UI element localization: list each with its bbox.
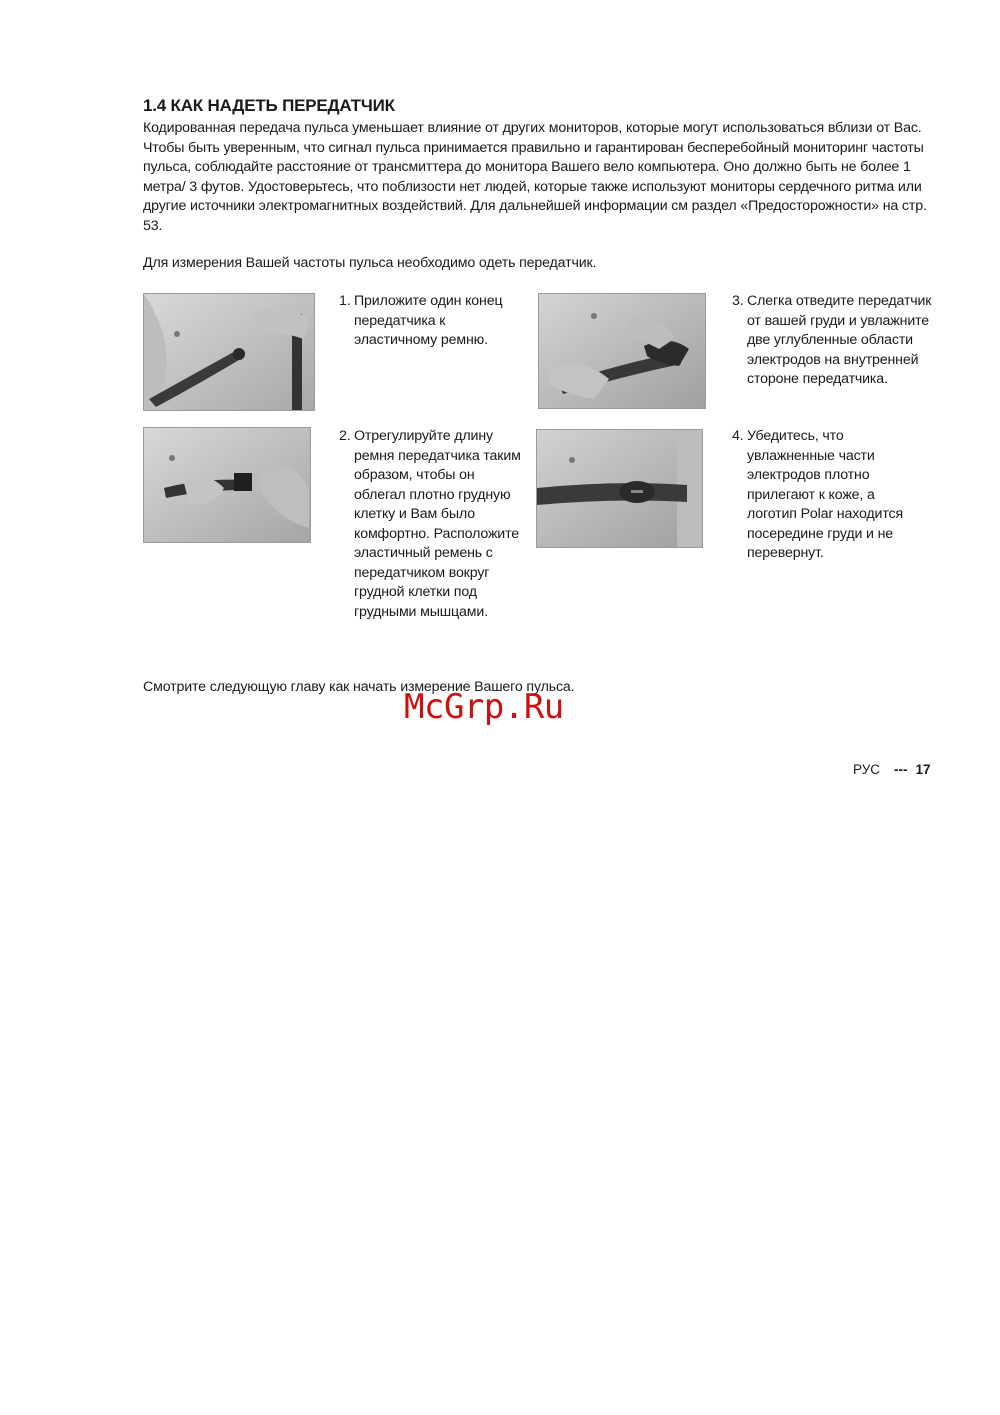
step-1-text: Приложите один конец передатчика к эластичному ремню.	[354, 293, 503, 348]
section-title: 1.4 КАК НАДЕТЬ ПЕРЕДАТЧИК	[143, 96, 395, 115]
footer-language: РУС	[853, 762, 881, 777]
step-3	[732, 292, 932, 390]
footer-separator: ---	[894, 762, 908, 777]
closing-paragraph: Смотрите следующую главу как начать измерение Вашего пульса.	[143, 679, 575, 695]
step-2	[339, 427, 524, 622]
step-2-number: 2.	[339, 428, 351, 444]
step-3-number: 3.	[732, 293, 744, 309]
page-number: 17	[915, 762, 931, 777]
page-footer	[853, 762, 931, 777]
step-3-photo	[538, 293, 706, 409]
step-2-photo	[143, 427, 311, 543]
step-4-number: 4.	[732, 428, 744, 444]
step-2-text: Отрегулируйте длину ремня передатчика таким образом, чтобы он облегал плотно грудную клетку и Вам было комфортно. Расположите эластичный ремень с передатчиком вокруг грудной клетки под грудными мышцами.	[354, 428, 521, 620]
step-4	[732, 427, 917, 564]
step-1-number: 1.	[339, 293, 351, 309]
step-4-text: Убедитесь, что увлажненные части электродов плотно прилегают к коже, а логотип Polar находится посередине груди и не перевернут.	[747, 428, 903, 561]
step-1	[339, 292, 519, 351]
watermark: McGrp.Ru	[404, 687, 564, 727]
intro-paragraph: Кодированная передача пульса уменьшает влияние от других мониторов, которые могут использоваться вблизи от Вас. Чтобы быть уверенным, что сигнал пульса принимается правильно и гарантирован бесперебойный мониторинг частоты пульса, соблюдайте расстояние от трансмиттера до монитора Вашего вело компьютера. Оно должно быть не более 1 метра/ 3 футов. Удостоверьтесь, что поблизости нет людей, которые также используют мониторы сердечного ритма или другие источники электромагнитных воздействий. Для дальнейшей информации см раздел «Предосторожности» на стр. 53.	[143, 120, 927, 234]
instruction-paragraph: Для измерения Вашей частоты пульса необходимо одеть передатчик.	[143, 255, 597, 271]
step-4-photo	[536, 429, 703, 548]
step-1-photo	[143, 293, 315, 411]
step-3-text: Слегка отведите передатчик от вашей груди и увлажните две углубленные области электродов на внутренней стороне передатчика.	[747, 293, 932, 387]
